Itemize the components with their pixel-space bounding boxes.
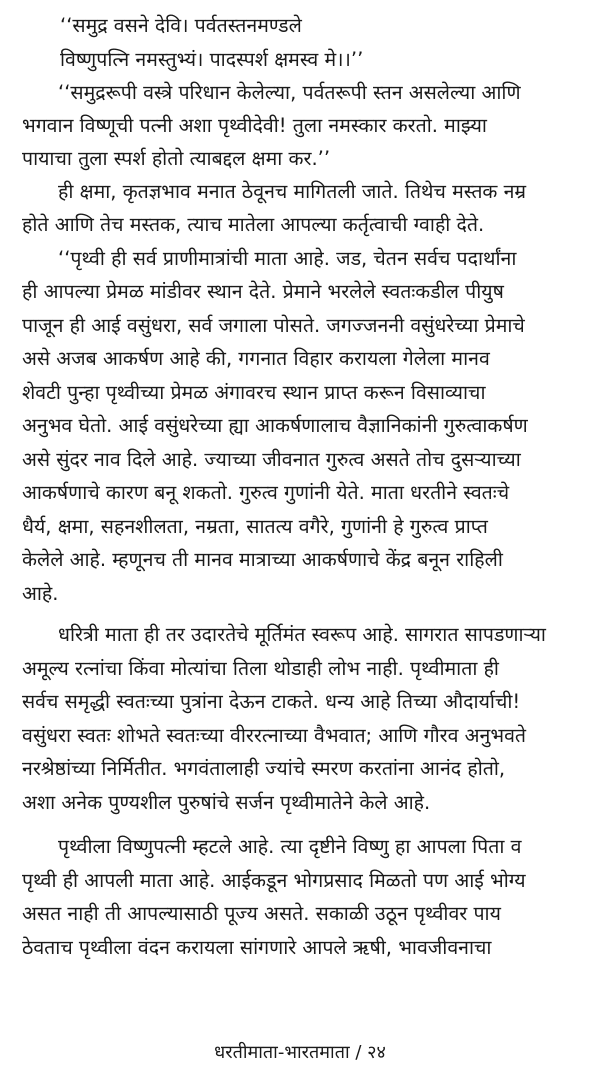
text-line: अमूल्य रत्नांचा किंवा मोत्यांचा तिला थोडाही लोभ नाही. पृथ्वीमाता ही <box>22 657 499 680</box>
text-line: नरश्रेष्ठांच्या निर्मितीत. भगवंतालाही ज्यांचे स्मरण करतांना आनंद होतो, <box>22 757 506 780</box>
text-line: असत नाही ती आपल्यासाठी पूज्य असते. सकाळी उठून पृथ्वीवर पाय <box>22 902 501 925</box>
text-line: पायाचा तुला स्पर्श होतो त्याबद्दल क्षमा कर.’’ <box>22 147 331 170</box>
text-line: शेवटी पुन्हा पृथ्वीच्या प्रेमळ अंगावरच स्थान प्राप्त करून विसाव्याचा <box>22 381 486 404</box>
verse-line: विष्णुपत्नि नमस्तुभ्यं। पादस्पर्श क्षमस्व मे।।’’ <box>60 48 364 71</box>
text-line: धैर्य, क्षमा, सहनशीलता, नम्रता, सातत्य वगैरे, गुणांनी हे गुरुत्व प्राप्त <box>22 515 488 538</box>
text-line: ही आपल्या प्रेमळ मांडीवर स्थान देते. प्रेमाने भरलेले स्वतःकडील पीयुष <box>22 280 504 303</box>
text-line: पृथ्वीला विष्णुपत्नी म्हटले आहे. त्या दृष्टीने विष्णु हा आपला पिता व <box>58 835 522 858</box>
text-line: पृथ्वी ही आपली माता आहे. आईकडून भोगप्रसाद मिळतो पण आई भोग्य <box>22 869 526 892</box>
text-line: होते आणि तेच मस्तक, त्याच मातेला आपल्या कर्तृत्वाची ग्वाही देते. <box>22 213 485 236</box>
text-line: धरित्री माता ही तर उदारतेचे मूर्तिमंत स्वरूप आहे. सागरात सापडणाऱ्या <box>58 623 546 646</box>
text-line: आहे. <box>22 582 59 605</box>
text-line: केलेले आहे. म्हणूनच ती मानव मात्राच्या आकर्षणाचे केंद्र बनून राहिली <box>22 548 503 571</box>
text-line: अशा अनेक पुण्यशील पुरुषांचे सर्जन पृथ्वीमातेने केले आहे. <box>22 791 431 814</box>
text-line: भगवान विष्णूची पत्नी अशा पृथ्वीदेवी! तुला नमस्कार करतो. माझ्या <box>22 114 487 137</box>
page-footer: धरतीमाता-भारतमाता / २४ <box>214 1042 386 1063</box>
text-line: सर्वच समृद्धी स्वतःच्या पुत्रांना देऊन टाकते. धन्य आहे तिच्या औदार्याची! <box>22 690 521 713</box>
verse-line: ‘‘समुद्र वसने देवि। पर्वतस्तनमण्डले <box>60 14 302 37</box>
text-line: असे अजब आकर्षण आहे की, गगनात विहार करायला गेलेला मानव <box>22 347 490 370</box>
text-line: पाजून ही आई वसुंधरा, सर्व जगाला पोसते. जगज्जननी वसुंधरेच्या प्रेमाचे <box>22 314 525 337</box>
text-line: ‘‘समुद्ररूपी वस्त्रे परिधान केलेल्या, पर्वतरूपी स्तन असलेल्या आणि <box>58 81 521 104</box>
text-line: ‘‘पृथ्वी ही सर्व प्राणीमात्रांची माता आहे. जड, चेतन सर्वच पदार्थांना <box>58 247 517 270</box>
text-line: आकर्षणाचे कारण बनू शकतो. गुरुत्व गुणांनी येते. माता धरतीने स्वतःचे <box>22 481 510 504</box>
text-line: ठेवताच पृथ्वीला वंदन करायला सांगणारे आपले ऋषी, भावजीवनाचा <box>22 936 492 959</box>
text-line: ही क्षमा, कृतज्ञभाव मनात ठेवूनच मागितली जाते. तिथेच मस्तक नम्र <box>58 180 527 203</box>
text-line: वसुंधरा स्वतः शोभते स्वतःच्या वीररत्नाच्या वैभवात; आणि गौरव अनुभवते <box>22 724 527 747</box>
text-line: असे सुंदर नाव दिले आहे. ज्याच्या जीवनात गुरुत्व असते तोच दुसऱ्याच्या <box>22 448 521 471</box>
text-line: अनुभव घेतो. आई वसुंधरेच्या ह्या आकर्षणालाच वैज्ञानिकांनी गुरुत्वाकर्षण <box>22 414 528 437</box>
